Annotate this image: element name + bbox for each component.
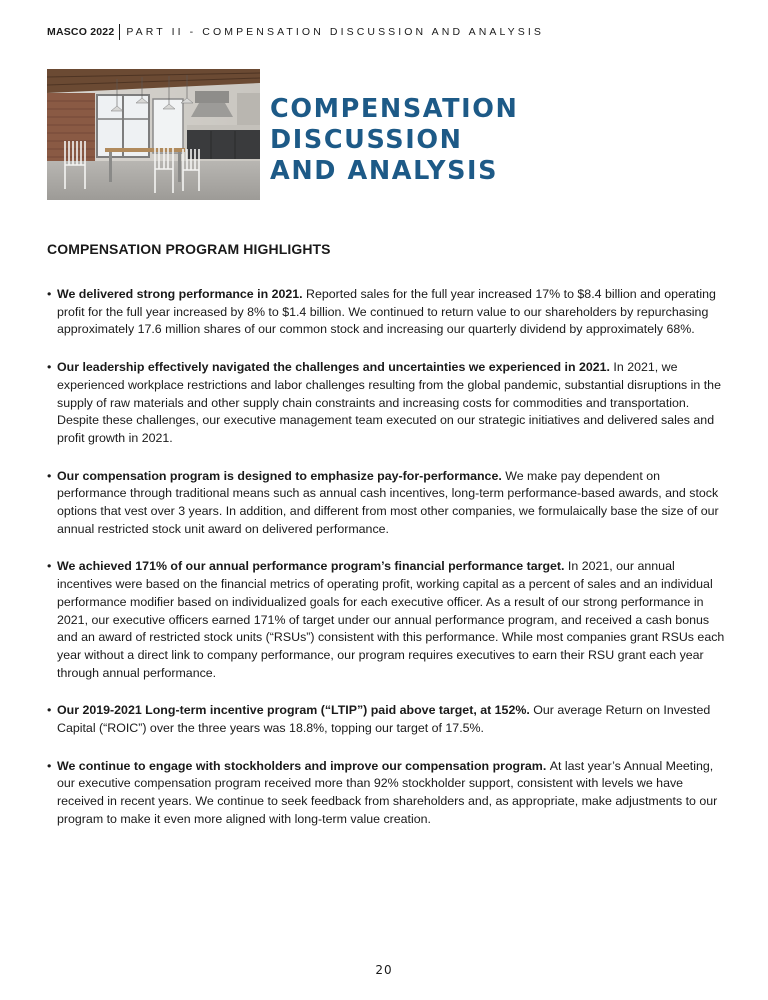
bullet-lead: We continue to engage with stockholders and improve our compensation program. [57,758,550,773]
list-item [47,702,727,737]
bullet-icon: • [47,287,52,301]
bullet-body: Reported sales for the full year increased 17% to $8.4 billion and operating profit for the full year increased by 8% to $1.4 billion. We continued to return value to our shareholders by repurchasing approximately 17.6 million shares of our common stock and increasing our quarterly dividend by approximately 68%. [57,287,716,337]
list-item [47,468,727,539]
bullet-body: We make pay dependent on performance through traditional means such as annual cash incentives, long-term performance-based awards, and stock options that vest over 3 years. In addition, and different from most other companies, we formulaically base the size of our annual restricted stock unit award on delivered performance. [57,468,719,536]
bullet-lead: We achieved 171% of our annual performance program’s financial performance target. [57,559,568,574]
title-line: COMPENSATION [270,94,519,124]
list-item [47,359,727,448]
header-section: PART II - COMPENSATION DISCUSSION AND ANALYSIS [126,26,544,38]
bullet-icon: • [47,703,52,718]
page-number: 20 [375,963,393,977]
list-item [47,758,727,829]
title-line: AND ANALYSIS [270,156,499,186]
page-title [270,94,518,187]
list-item [47,558,727,682]
title-line: DISCUSSION [270,125,463,155]
bullet-body: Our average Return on Invested Capital (“ROIC”) over the three years was 18.8%, topping our target of 17.5%. [57,703,711,736]
bullet-body: In 2021, our annual incentives were based on the financial metrics of operating profit, working capital as a percent of sales and an individual performance modifier based on individualized goals for each executive officer. As a result of our strong performance in 2021, our executive officers earned 171% of target under our annual performance program, and received a cash bonus and an award of restricted stock units (“RSUs”) consistent with this performance. While most companies grant RSUs each year without a direct link to company performance, our program requires executives to earn their RSU grant each year through annual performance. [57,559,725,680]
header-brand: MASCO 2022 [47,26,115,38]
bullet-body: At last year’s Annual Meeting, our executive compensation program received more than 92% stockholder support, consistent with levels we have received in recent years. We continue to seek feedback from shareholders and, as appropriate, make adjustments to our program to make it even more aligned with long-term value creation. [57,758,718,826]
section-heading: COMPENSATION PROGRAM HIGHLIGHTS [47,241,331,257]
bullet-icon: • [47,559,52,574]
bullet-lead: Our leadership effectively navigated the challenges and uncertainties we experienced in 2021. [57,360,614,375]
bullet-icon: • [47,758,52,773]
bullet-lead: Our 2019-2021 Long-term incentive program (“LTIP”) paid above target, at 152%. [57,703,534,718]
running-header [47,24,544,40]
header-divider [119,24,120,40]
bullet-body: In 2021, we experienced workplace restrictions and labor challenges resulting from the global pandemic, substantial disruptions in the supply of raw materials and other supply chain constraints and increasing costs for commodities and transportation. Despite these challenges, our executive management team executed on our strategic initiatives and delivered sales and profit growth in 2021. [57,360,721,445]
list-item [47,286,727,339]
highlights-list [47,286,727,849]
kitchen-photo [47,69,260,200]
bullet-icon: • [47,360,52,375]
bullet-icon: • [47,468,52,483]
bullet-lead: Our compensation program is designed to emphasize pay-for-performance. [57,468,506,483]
bullet-lead: We delivered strong performance in 2021. [57,287,307,301]
